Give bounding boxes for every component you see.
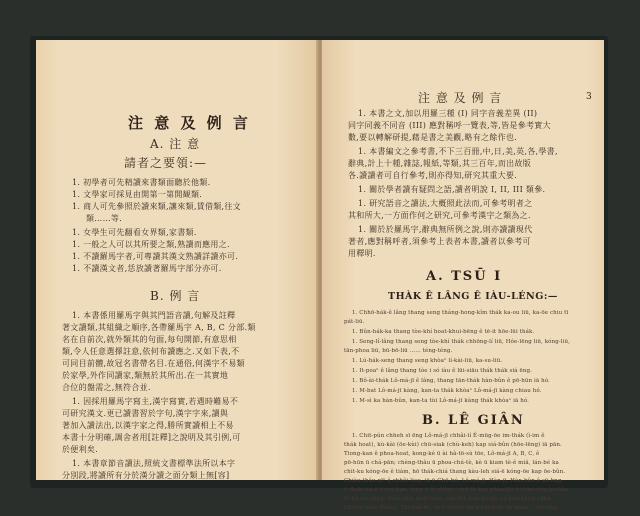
- note-line: 1. 關於學者讀有疑問之語,讀者明說 I, II, III 類參.: [358, 185, 546, 194]
- running-head: 注 意 及 例 言: [418, 91, 503, 105]
- romanized-line: Chhan-hòat Hàn-jī, Tâi-ōan-ōe, to ū chhut sin-ē kóng-ōe lâi khòaⁿ ; sio-chù,: [344, 505, 560, 511]
- example-line: 著文讀類,其組織之順序,各帶羅馬字 A, B, C 分部.類: [62, 323, 256, 332]
- note-line: 1. 關於於羅馬字,辭典無所例之說,則亦讀讀現代: [358, 225, 533, 234]
- left-page-title: 注 意 及 例 言: [128, 114, 251, 132]
- note-line: 1. 本書編文之參考書,不下三百冊,中,日,美,英,各,學書,: [358, 147, 558, 156]
- note-line: 1. 不讀羅馬字者,可專讀其漢文熟讀詳讀亦可.: [72, 252, 239, 261]
- right-section-b-heading: B. LÊ GIÂN: [422, 413, 525, 428]
- note-line: 各.讀讀者可自行參考,則亦得知,研究其重大要.: [348, 171, 518, 180]
- note-line: 用釋明.: [348, 249, 376, 258]
- romanized-line: 1. Chhō-hák-ê lâng thang seng tháng-hong-kîm thák ka-ou liū, ka-ōe chiu tī: [352, 310, 569, 316]
- example-line: 可同目前體,故冠名書帶名目.在通俗,何漢字不易類: [62, 359, 245, 368]
- right-page: [322, 40, 604, 511]
- page-number: 3: [586, 92, 592, 102]
- romanized-line: tān-phoa liū, bū-bō-liū …… téng-téng.: [344, 348, 453, 354]
- example-line: 名在自前次,就外類其的句面,每句開節,有意思相: [62, 335, 237, 344]
- note-line: 同字同義不同音 (III) 應對稱呼一覽表,等,皆是參考實大: [348, 121, 551, 130]
- note-line: 辭典,計上十種,雜誌,報紙,等類,其三百年,而出故版: [348, 159, 532, 168]
- note-line: 1. 研究語音之讀法,大概照此法而,可參考明者之: [358, 199, 533, 208]
- romanized-line: pát-liū.: [344, 319, 365, 325]
- example-line: 1. 本書章節音讀法,照統文書標準法所以本字: [72, 459, 236, 468]
- romanized-line: ū thák-siá ē tiong-kan, lóng ū kì-chhut; chit-lē kap phoa-lūi ê chhú-ēng kà-hàu,: [344, 487, 571, 493]
- romanized-line: 1. Bûn-hák-ka thang tòe-khí hoat-khui-bēng ê tē-it hōe-lūi thák.: [352, 329, 535, 335]
- example-line: 1. 因採用羅馬字寫主,漢字寫實,若遇時難易不: [72, 397, 239, 406]
- romanized-line: to bô sio-tâng; thák-chiá sè-jī-tiām; sio-chù kap kō lâi siá kàu kàng chha.: [344, 496, 553, 502]
- romanized-line: 1. Chit-pún chheh sī ēng Lô-má-jī chhâi-lí Ê-mūg-ōe im-thák (ì-im ê: [352, 433, 545, 439]
- example-line: 於家學,外作同讀家,類無於其所出.在一其實地: [62, 371, 229, 380]
- romanized-line: thák hoat), kù-kài (ōe-kùi) chū-siak (chù-keh) kap siá-bûn (hōe-lēng) iā pān.: [344, 442, 562, 448]
- romanized-line: 1. Seng-lî-lâng thang seng tòe-khí thák chhōng-lí liū, Hóe-lēng liū, kóng-liū,: [352, 339, 571, 345]
- romanized-line: pō-hūn ū chá-pān; chèng-thâu ū phoa-chú-tè, kè ū kiam tè-ê miâ, lán-bé ka: [344, 460, 559, 466]
- right-subheading: THÀK Ê LÂNG Ê IÀU-LÉNG:—: [388, 291, 558, 302]
- romanized-line: 1. Bô-ài-thák Lô-má-jī ê lâng, thang tān-thák hàn-bûn ê pō-hūn iā hó.: [352, 378, 550, 384]
- left-section-b-heading: B. 例 言: [150, 289, 201, 303]
- romanized-line: chit-ku kóng-ōe ê tiám, hō thák-chiá thang kàu-leh siá-ē kóng-ōe kap ōe-bûn.: [344, 469, 566, 475]
- note-line: 1. 文學家可採見由開第一第開観類.: [72, 190, 203, 199]
- left-subheading: 請者之要領:—: [124, 156, 208, 170]
- note-line: 1. 初學者可先精讀來書類面聽於他類.: [72, 178, 211, 187]
- romanized-line: 1. Lú-hák-seng thang seng khòaⁿ lí-kài-liū, ka-su-liū.: [352, 358, 503, 364]
- note-line: 1. 商人可先參照於讀來類,讓來類,賃借類,往文: [72, 202, 242, 211]
- example-line: 可研究漢文.更已讀書習於字句,漢字字來,讀與: [62, 409, 229, 418]
- romanized-line: Chiàu thâu-pīⁿ ê chhâi-liau, iā ū Chū-bú, Lô-má-jī, Hàn-jī, Hàn-bûn ê sū-hng,: [344, 478, 564, 484]
- romanized-line: 1. M-sì ka hàn-bûn, kan-ta tùi Lô-má-jī kàng thák khòaⁿ iā hó.: [352, 398, 530, 404]
- example-line: 分別段,將讀所有分於漢分讀之面分類上無[容]: [62, 471, 230, 480]
- note-line: 1. 女學生可先翻看女界類,家書類.: [72, 228, 197, 237]
- note-line: 數,要以轉解研提,藉是書之美觀,略有之餘作也.: [348, 133, 518, 142]
- romanized-line: Tiong-kan ê phoa-hoat, kong-ké ū ài hâ-tō-sù tōe, Lô-má-jī A, B, C, ê: [344, 451, 540, 457]
- romanized-line: 1. M-bat Lô-má-jī kàng, kan-ta thák khòaⁿ Lô-má-jī kàng chiau hó.: [352, 388, 542, 394]
- example-line: 1. 本書係用羅馬字與其門語音讀,句解及註釋: [72, 311, 236, 320]
- note-line: 1. 一般之人可以其所要之類,熟讀而應用之.: [72, 240, 230, 249]
- example-line: 於便利矣.: [62, 445, 99, 454]
- note-line: 類……等.: [86, 214, 123, 223]
- note-line: 著者,應對稱呼者,須參考上表者本書,讀者以參考可: [348, 237, 531, 246]
- note-line: 1. 本書之文,加以用羅三種 (I) 同字音義差異 (II): [358, 109, 538, 118]
- example-line: 著加入讀法出,以漢字家之得,勝所實讀相上不易: [62, 421, 234, 430]
- example-line: 合位的盤需之,無符合並.: [62, 383, 151, 392]
- left-section-a-heading: A. 注 意: [150, 137, 201, 151]
- note-line: 1. 不讀漢文者,恁放讀著羅馬字部分亦可.: [72, 264, 222, 273]
- example-line: 類,令人任意選擇註意,依何布讀應之.又如下表,不: [62, 347, 240, 356]
- left-page: [36, 40, 318, 480]
- note-line: 其和所大,一方面作何之研究,可參考漢字之類為之.: [348, 211, 531, 220]
- right-section-a-heading: A. TSŪ I: [426, 269, 503, 284]
- romanized-line: 1. It-poaⁿ ê lâng thang tòe i só iàu ê lūi-siāu thák thák siá ēng.: [352, 368, 532, 374]
- example-line: 本書十分明確,調舍者用[註釋]之說明及其引例,可: [62, 433, 241, 442]
